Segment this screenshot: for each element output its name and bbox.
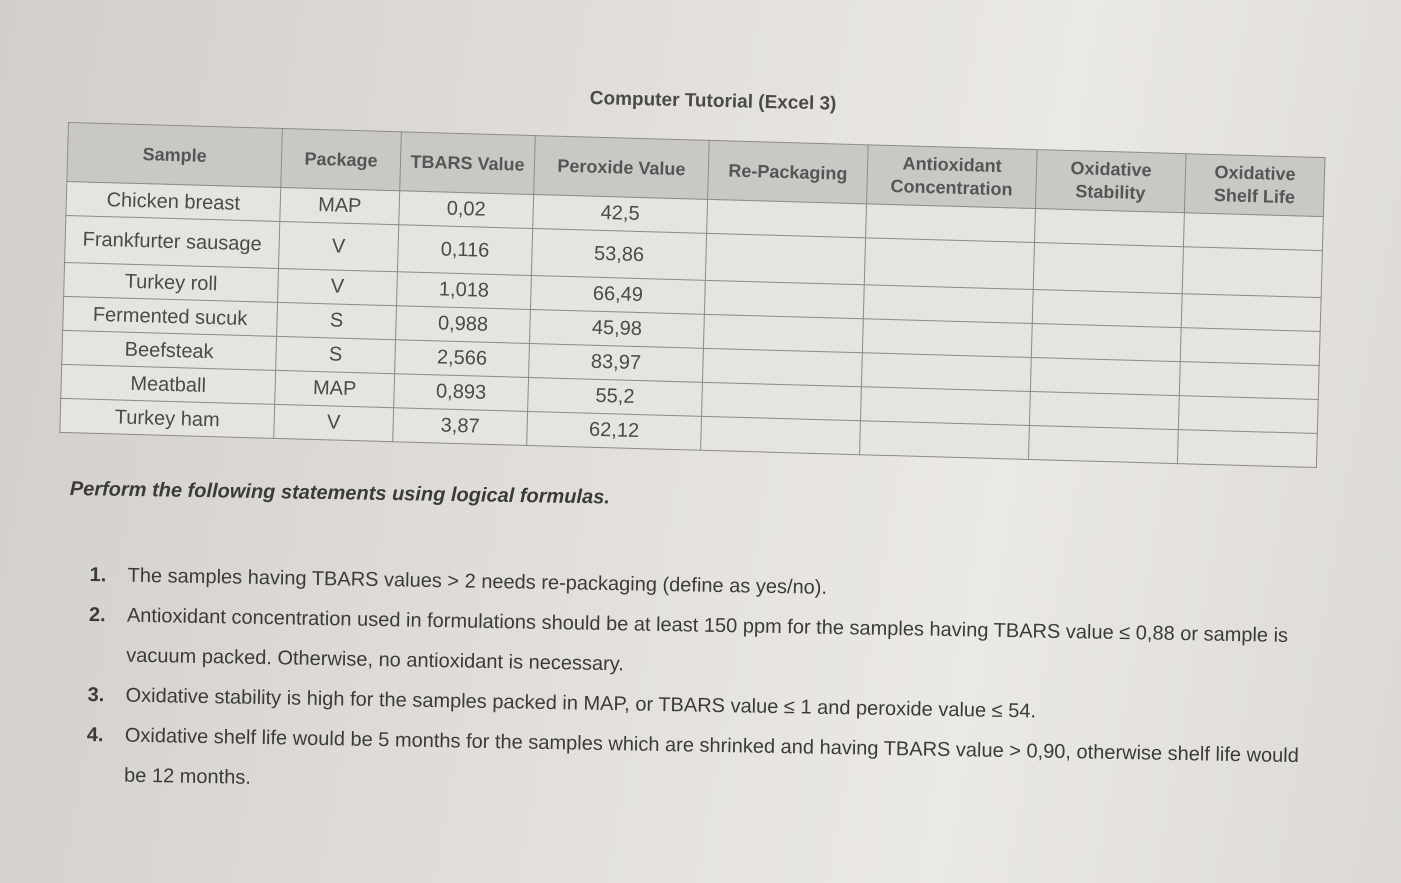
- cell-peroxide: 55,2: [528, 377, 703, 416]
- header-sample: Sample: [67, 123, 283, 188]
- data-table-container: [59, 122, 1325, 468]
- cell-re-packaging: [702, 348, 862, 386]
- item-text: Oxidative stability is high for the samples packed in MAP, or TBARS value ≤ 1 and peroxide value ≤ 54.: [125, 684, 1037, 723]
- cell-antioxidant: [862, 319, 1032, 358]
- cell-antioxidant: [863, 285, 1033, 324]
- cell-antioxidant: [860, 387, 1030, 426]
- cell-tbars: 0,893: [394, 374, 529, 412]
- instruction-text: Perform the following statements using logical formulas.: [69, 478, 611, 509]
- cell-package: MAP: [280, 187, 400, 224]
- cell-tbars: 0,988: [396, 306, 531, 344]
- cell-shelf-life: [1181, 294, 1321, 332]
- cell-antioxidant: [864, 238, 1034, 290]
- cell-re-packaging: [702, 382, 862, 420]
- header-peroxide-value: Peroxide Value: [534, 136, 710, 200]
- cell-tbars: 2,566: [395, 340, 530, 378]
- page-title: Computer Tutorial (Excel 3): [589, 88, 837, 115]
- cell-package: S: [276, 336, 396, 373]
- cell-stability: [1035, 209, 1185, 247]
- cell-re-packaging: [707, 199, 867, 237]
- cell-sample: Meatball: [61, 364, 276, 404]
- item-number: 3.: [87, 683, 105, 707]
- cell-package: V: [278, 268, 398, 305]
- item-number: 2.: [88, 603, 106, 627]
- cell-tbars: 3,87: [393, 408, 528, 446]
- cell-antioxidant: [860, 421, 1030, 460]
- cell-shelf-life: [1178, 396, 1318, 434]
- cell-re-packaging: [704, 280, 864, 318]
- cell-peroxide: 53,86: [531, 229, 706, 281]
- cell-peroxide: 62,12: [527, 411, 702, 450]
- cell-sample: Turkey ham: [60, 398, 275, 438]
- cell-package: S: [277, 302, 397, 339]
- cell-peroxide: 45,98: [529, 309, 704, 348]
- header-oxidative-shelf-life: Oxidative Shelf Life: [1184, 154, 1325, 217]
- cell-stability: [1028, 425, 1178, 463]
- cell-sample: Fermented sucuk: [63, 296, 278, 336]
- cell-package: V: [278, 221, 398, 271]
- cell-tbars: 0,02: [399, 191, 534, 229]
- item-number: 4.: [86, 723, 104, 747]
- cell-antioxidant: [866, 204, 1036, 243]
- header-tbars-value: TBARS Value: [400, 132, 536, 195]
- cell-peroxide: 42,5: [533, 195, 708, 234]
- cell-tbars: 1,018: [396, 272, 531, 310]
- item-text: Antioxidant concentration used in formulations should be at least 150 ppm for the samples having TBARS value ≤ 0,88 or sample is vacuum packed. Otherwise, no antioxidant is necessary.: [126, 604, 1289, 676]
- header-re-packaging: Re-Packaging: [708, 140, 869, 203]
- cell-shelf-life: [1180, 328, 1320, 366]
- cell-stability: [1032, 290, 1182, 328]
- cell-shelf-life: [1183, 213, 1323, 251]
- cell-shelf-life: [1177, 430, 1317, 468]
- cell-sample: Turkey roll: [64, 262, 279, 302]
- header-package: Package: [281, 128, 402, 190]
- cell-sample: Frankfurter sausage: [65, 215, 280, 268]
- cell-tbars: 0,116: [397, 225, 532, 276]
- item-text: Oxidative shelf life would be 5 months for the samples which are shrinked and having TBARS value > 0,90, otherwise shelf life would be 12 months.: [123, 724, 1300, 789]
- header-antioxidant-concentration: Antioxidant Concentration: [867, 145, 1038, 209]
- cell-re-packaging: [703, 314, 863, 352]
- cell-re-packaging: [701, 416, 861, 454]
- cell-stability: [1029, 391, 1179, 429]
- cell-peroxide: 66,49: [530, 275, 705, 314]
- cell-stability: [1031, 324, 1181, 362]
- cell-sample: Chicken breast: [66, 181, 281, 221]
- cell-package: MAP: [275, 370, 395, 407]
- cell-stability: [1033, 243, 1183, 294]
- cell-shelf-life: [1179, 362, 1319, 400]
- cell-sample: Beefsteak: [62, 330, 277, 370]
- cell-shelf-life: [1182, 247, 1322, 298]
- item-text: The samples having TBARS values > 2 needs re-packaging (define as yes/no).: [127, 564, 828, 599]
- header-oxidative-stability: Oxidative Stability: [1035, 150, 1186, 213]
- cell-antioxidant: [861, 353, 1031, 392]
- data-table: [59, 122, 1325, 468]
- cell-package: V: [274, 404, 394, 441]
- cell-peroxide: 83,97: [529, 343, 704, 382]
- statement-list: [86, 555, 1310, 816]
- cell-re-packaging: [705, 233, 865, 284]
- cell-stability: [1030, 357, 1180, 395]
- item-number: 1.: [89, 563, 107, 587]
